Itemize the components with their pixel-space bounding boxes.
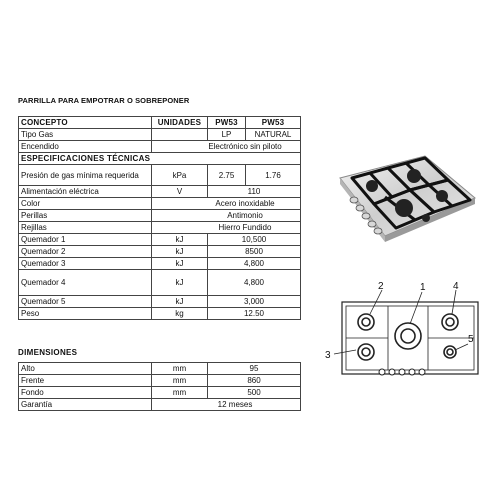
dim-value: 500 xyxy=(208,387,301,399)
dim-label: Frente xyxy=(19,375,152,387)
cooktop-photo xyxy=(330,148,480,248)
burner-label: Quemador 5 xyxy=(19,296,152,308)
burner-unit: kJ xyxy=(152,296,208,308)
color-value: Acero inoxidable xyxy=(152,198,301,210)
table-row xyxy=(19,270,301,296)
grates-label: Rejillas xyxy=(19,222,152,234)
header-units: UNIDADES xyxy=(152,117,208,129)
table-row xyxy=(19,210,301,222)
knobs-value: Antimonio xyxy=(152,210,301,222)
grates-value: Hierro Fundido xyxy=(152,222,301,234)
table-row xyxy=(19,258,301,270)
dim-unit: mm xyxy=(152,387,208,399)
dimensions-table xyxy=(18,362,301,411)
color-label: Color xyxy=(19,198,152,210)
burner-unit: kJ xyxy=(152,246,208,258)
burner-value: 10,500 xyxy=(208,234,301,246)
power-label: Alimentación eléctrica xyxy=(19,186,152,198)
header-model-b: PW53 xyxy=(246,117,301,129)
pressure-unit: kPa xyxy=(152,165,208,186)
burner-diagram xyxy=(322,280,482,385)
pressure-lp: 2.75 xyxy=(208,165,246,186)
table-row xyxy=(19,363,301,375)
diagram-label: 1 xyxy=(420,282,426,293)
dim-unit: mm xyxy=(152,375,208,387)
burner-unit: kJ xyxy=(152,234,208,246)
table-row xyxy=(19,399,301,411)
diagram-label: 5 xyxy=(468,334,474,345)
burner-unit: kJ xyxy=(152,258,208,270)
gas-natural: NATURAL xyxy=(246,129,301,141)
dim-label: Alto xyxy=(19,363,152,375)
table-row xyxy=(19,165,301,186)
table-row xyxy=(19,246,301,258)
weight-value: 12.50 xyxy=(208,308,301,320)
table-row xyxy=(19,308,301,320)
diagram-label: 4 xyxy=(453,281,459,292)
burner-label: Quemador 2 xyxy=(19,246,152,258)
table-row xyxy=(19,296,301,308)
burner-value: 4,800 xyxy=(208,258,301,270)
table-row xyxy=(19,141,301,153)
dim-unit: mm xyxy=(152,363,208,375)
ignition-label: Encendido xyxy=(19,141,152,153)
header-concept: CONCEPTO xyxy=(19,117,152,129)
table-row xyxy=(19,387,301,399)
warranty-label: Garantía xyxy=(19,399,152,411)
knobs-label: Perillas xyxy=(19,210,152,222)
header-model-a: PW53 xyxy=(208,117,246,129)
burner-value: 8500 xyxy=(208,246,301,258)
dim-value: 95 xyxy=(208,363,301,375)
burner-unit: kJ xyxy=(152,270,208,296)
diagram-label: 3 xyxy=(325,350,331,361)
specs-section-title: ESPECIFICACIONES TÉCNICAS xyxy=(19,153,301,165)
ignition-value: Electrónico sin piloto xyxy=(152,141,301,153)
table-row xyxy=(19,129,301,141)
diagram-label: 2 xyxy=(378,281,384,292)
page-title: PARRILLA PARA EMPOTRAR O SOBREPONER xyxy=(18,96,190,105)
power-unit: V xyxy=(152,186,208,198)
gas-label: Tipo Gas xyxy=(19,129,152,141)
gas-lp: LP xyxy=(208,129,246,141)
table-row xyxy=(19,186,301,198)
table-row xyxy=(19,234,301,246)
table-header-row xyxy=(19,117,301,129)
weight-unit: kg xyxy=(152,308,208,320)
burner-label: Quemador 4 xyxy=(19,270,152,296)
specs-table xyxy=(18,116,301,320)
dimensions-title: DIMENSIONES xyxy=(18,348,78,357)
dim-label: Fondo xyxy=(19,387,152,399)
pressure-natural: 1.76 xyxy=(246,165,301,186)
table-row xyxy=(19,198,301,210)
burner-value: 4,800 xyxy=(208,270,301,296)
pressure-label: Presión de gas mínima requerida xyxy=(19,165,152,186)
warranty-value: 12 meses xyxy=(152,399,301,411)
power-value: 110 xyxy=(208,186,301,198)
weight-label: Peso xyxy=(19,308,152,320)
burner-value: 3,000 xyxy=(208,296,301,308)
burner-label: Quemador 3 xyxy=(19,258,152,270)
specs-section-row xyxy=(19,153,301,165)
table-row xyxy=(19,375,301,387)
burner-label: Quemador 1 xyxy=(19,234,152,246)
dim-value: 860 xyxy=(208,375,301,387)
table-row xyxy=(19,222,301,234)
